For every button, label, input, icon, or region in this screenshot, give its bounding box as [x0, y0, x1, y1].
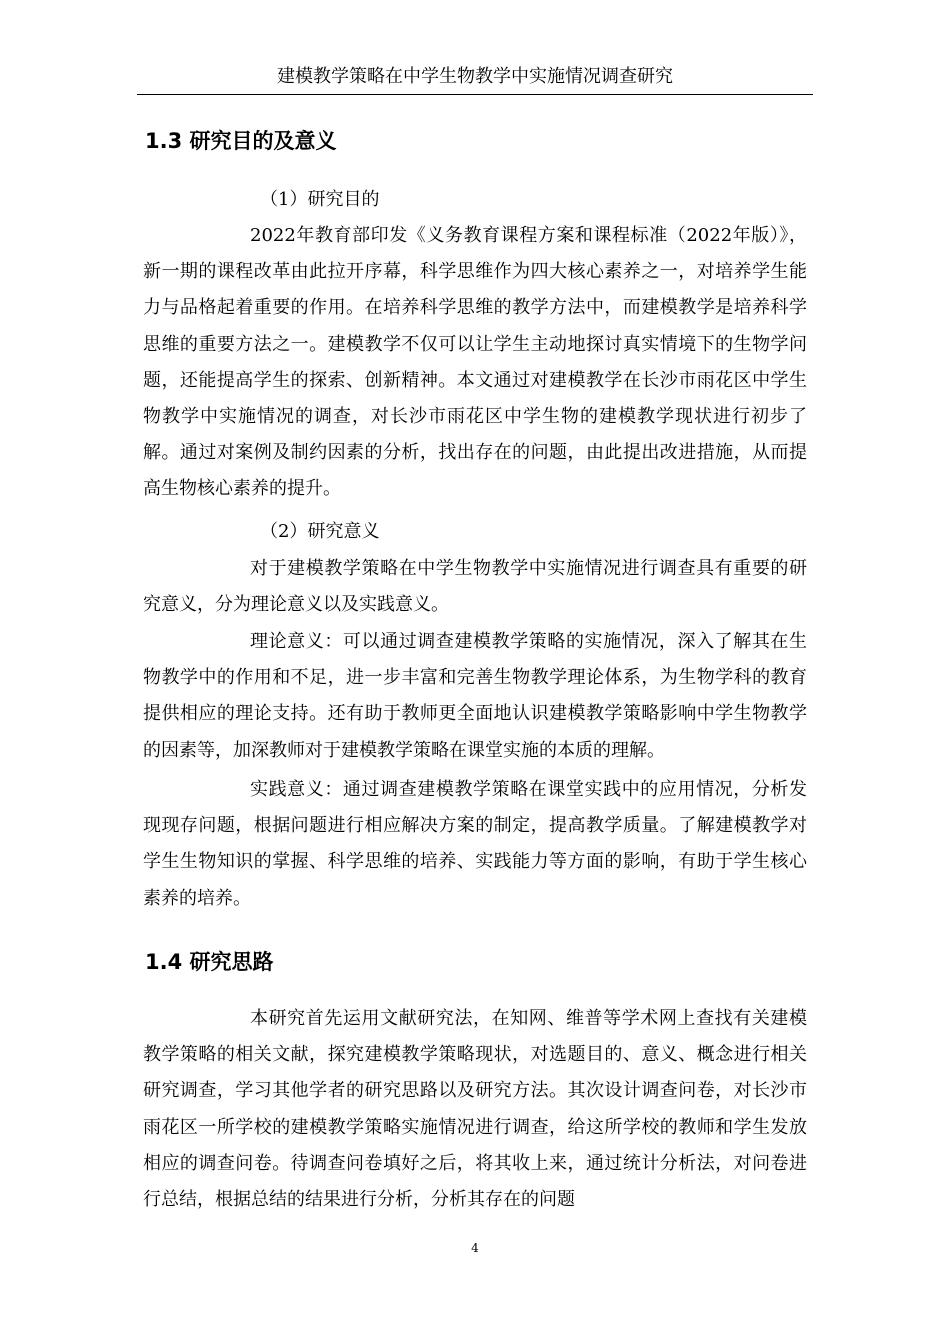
paragraph-research-purpose: 2022年教育部印发《义务教育课程方案和课程标准（2022年版）》，新一期的课程改革由此拉开序幕，科学思维作为四大核心素养之一，对培养学生能力与品格起着重要的作用。在培养科学思维的教学方法中，而建模教学是培养科学思维的重要方法之一。建模教学不仅可以让学生主动地探讨真实情境下的生物学问题，还能提高学生的探索、创新精神。本文通过对建模教学在长沙市雨花区中学生物教学中实施情况的调查，对长沙市雨花区中学生物的建模教学现状进行初步了解。通过对案例及制约因素的分析，找出存在的问题，由此提出改进措施，从而提高生物核心素养的提升。 [143, 225, 807, 500]
running-header: 建模教学策略在中学生物教学中实施情况调查研究 [137, 62, 813, 95]
subheading-research-significance: （2）研究意义 [260, 521, 380, 542]
paragraph-practical-significance: 实践意义：通过调查建模教学策略在课堂实践中的应用情况，分析发现现存问题，根据问题进行相应解决方案的制定，提高教学质量。了解建模教学对学生生物知识的掌握、科学思维的培养、实践能力等方面的影响，有助于学生核心素养的培养。 [143, 779, 807, 909]
section-heading-1-3: 1.3 研究目的及意义 [145, 129, 337, 153]
subheading-research-purpose: （1）研究目的 [260, 189, 380, 210]
paragraph-theoretical-significance: 理论意义：可以通过调查建模教学策略的实施情况，深入了解其在生物教学中的作用和不足，进一步丰富和完善生物教学理论体系，为生物学科的教育提供相应的理论支持。还有助于教师更全面地认识建模教学策略影响中学生物教学的因素等，加深教师对于建模教学策略在课堂实施的本质的理解。 [143, 631, 807, 761]
paragraph-significance-intro: 对于建模教学策略在中学生物教学中实施情况进行调查具有重要的研究意义，分为理论意义以及实践意义。 [143, 558, 807, 616]
page-number: 4 [471, 1241, 479, 1255]
section-heading-1-4: 1.4 研究思路 [145, 950, 274, 974]
paragraph-research-approach: 本研究首先运用文献研究法，在知网、维普等学术网上查找有关建模教学策略的相关文献，探究建模教学策略现状，对选题目的、意义、概念进行相关研究调查，学习其他学者的研究思路以及研究方法。其次设计调查问卷，对长沙市雨花区一所学校的建模教学策略实施情况进行调查，给这所学校的教师和学生发放相应的调查问卷。待调查问卷填好之后，将其收上来，通过统计分析法，对问卷进行总结，根据总结的结果进行分析，分析其存在的问题 [143, 1008, 807, 1211]
